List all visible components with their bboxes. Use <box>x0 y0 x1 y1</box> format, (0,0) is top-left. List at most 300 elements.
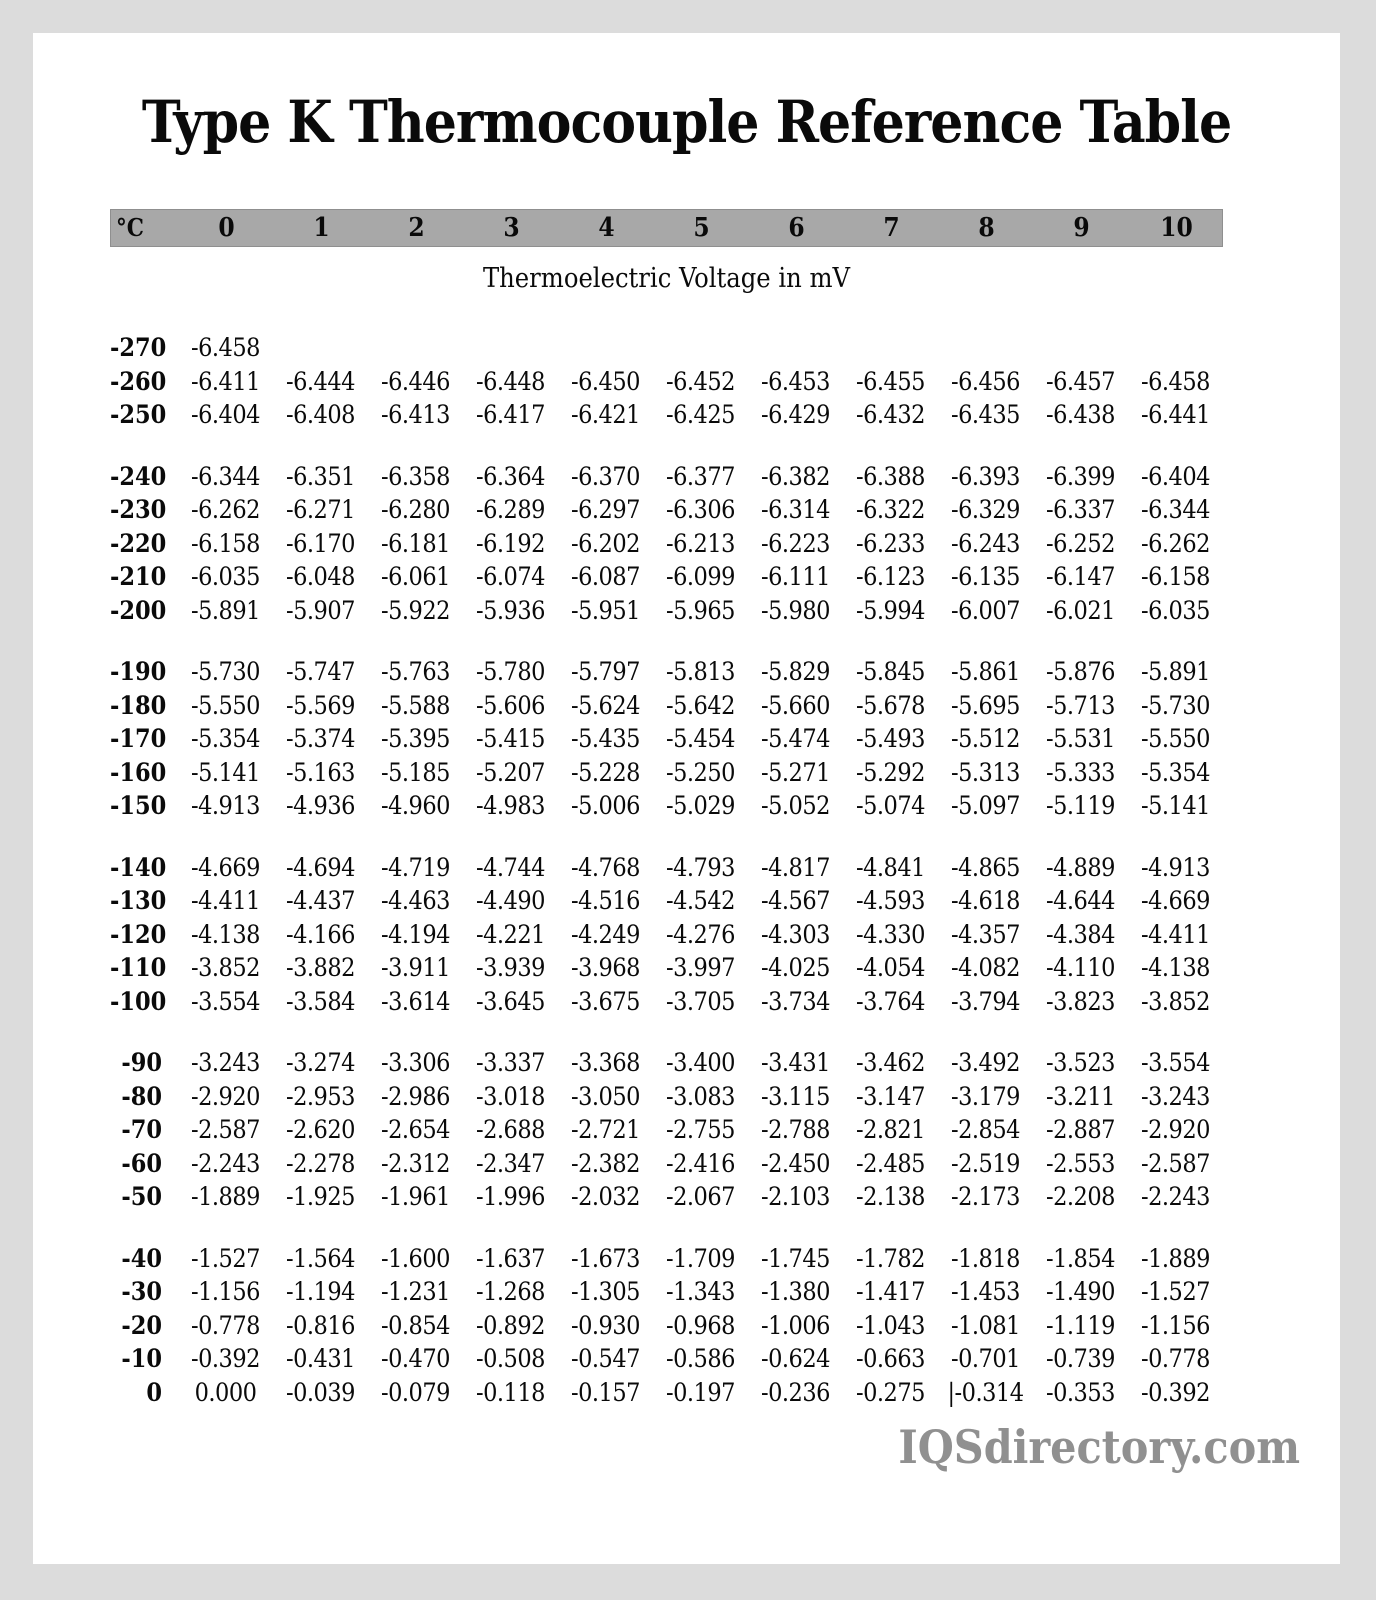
voltage-cell: -3.243 <box>1141 1081 1210 1111</box>
voltage-cell: -5.006 <box>571 791 640 821</box>
voltage-cell: -6.429 <box>761 400 830 430</box>
voltage-cell: -0.930 <box>571 1310 640 1340</box>
voltage-cell: -3.462 <box>856 1048 925 1078</box>
voltage-cell: -4.054 <box>856 953 925 983</box>
voltage-cell: -4.330 <box>856 919 925 949</box>
voltage-cell: -1.453 <box>951 1277 1020 1307</box>
voltage-cell: -4.138 <box>1141 953 1210 983</box>
voltage-cell: -5.052 <box>761 791 830 821</box>
voltage-cell: -0.778 <box>1141 1344 1210 1374</box>
voltage-cell: -6.252 <box>1046 528 1115 558</box>
voltage-cell: -1.305 <box>571 1277 640 1307</box>
voltage-cell: -3.179 <box>951 1081 1020 1111</box>
column-header: 9 <box>1073 212 1090 243</box>
voltage-cell: -5.907 <box>286 595 355 625</box>
voltage-cell: -6.370 <box>571 461 640 491</box>
voltage-cell <box>1128 331 1223 365</box>
table-header-row <box>110 209 1223 247</box>
voltage-cell: -2.654 <box>381 1115 450 1145</box>
voltage-cell: -6.364 <box>476 461 545 491</box>
voltage-cell: -2.347 <box>476 1148 545 1178</box>
temperature-cell: -170 <box>110 724 167 754</box>
voltage-cell: -0.739 <box>1046 1344 1115 1374</box>
voltage-cell: -5.141 <box>191 757 260 787</box>
voltage-cell: -1.564 <box>286 1243 355 1273</box>
temperature-cell: 0 <box>146 1377 162 1407</box>
voltage-cell: -6.233 <box>856 528 925 558</box>
voltage-cell: -6.411 <box>191 366 260 396</box>
temperature-cell: -260 <box>110 366 167 396</box>
voltage-cell: -0.392 <box>1141 1377 1210 1407</box>
voltage-cell: -3.337 <box>476 1048 545 1078</box>
temperature-cell: -20 <box>121 1310 162 1340</box>
voltage-cell: -6.441 <box>1141 400 1210 430</box>
column-header: 1 <box>313 212 330 243</box>
voltage-cell: -5.891 <box>191 595 260 625</box>
voltage-cell: -3.911 <box>381 953 450 983</box>
table-row <box>110 1242 1223 1276</box>
voltage-cell: -2.032 <box>571 1182 640 1212</box>
voltage-cell: -6.202 <box>571 528 640 558</box>
voltage-cell: -2.553 <box>1046 1148 1115 1178</box>
voltage-cell: -6.243 <box>951 528 1020 558</box>
temperature-cell: -200 <box>110 595 167 625</box>
voltage-cell: -1.081 <box>951 1310 1020 1340</box>
table-row <box>110 756 1223 790</box>
table-row <box>110 560 1223 594</box>
voltage-cell: -3.306 <box>381 1048 450 1078</box>
thermocouple-table <box>110 209 1223 1409</box>
voltage-cell: -0.431 <box>286 1344 355 1374</box>
voltage-cell: -2.382 <box>571 1148 640 1178</box>
voltage-cell <box>843 331 938 365</box>
voltage-cell: -5.876 <box>1046 657 1115 687</box>
voltage-cell: -5.097 <box>951 791 1020 821</box>
temperature-cell: -240 <box>110 461 167 491</box>
table-row <box>110 1080 1223 1114</box>
group-gap <box>110 823 1223 851</box>
voltage-cell: -1.490 <box>1046 1277 1115 1307</box>
voltage-cell: -6.456 <box>951 366 1020 396</box>
voltage-cell: -0.701 <box>951 1344 1020 1374</box>
voltage-cell: -6.417 <box>476 400 545 430</box>
voltage-cell: -3.584 <box>286 986 355 1016</box>
voltage-cell: -0.854 <box>381 1310 450 1340</box>
temperature-cell: -70 <box>121 1115 162 1145</box>
voltage-cell: -3.083 <box>666 1081 735 1111</box>
voltage-cell: -0.079 <box>381 1377 450 1407</box>
voltage-cell: -5.119 <box>1046 791 1115 821</box>
voltage-cell: -5.747 <box>286 657 355 687</box>
voltage-cell: -6.404 <box>191 400 260 430</box>
voltage-cell: -2.953 <box>286 1081 355 1111</box>
table-row <box>110 1147 1223 1181</box>
voltage-cell: -4.411 <box>1141 919 1210 949</box>
voltage-cell: -6.432 <box>856 400 925 430</box>
table-row <box>110 493 1223 527</box>
voltage-cell <box>558 331 653 365</box>
voltage-cell: -5.313 <box>951 757 1020 787</box>
column-header: 3 <box>503 212 520 243</box>
voltage-cell: -5.141 <box>1141 791 1210 821</box>
voltage-cell: -5.861 <box>951 657 1020 687</box>
table-row <box>110 1046 1223 1080</box>
voltage-cell <box>748 331 843 365</box>
voltage-cell: -6.192 <box>476 528 545 558</box>
voltage-cell: -3.968 <box>571 953 640 983</box>
voltage-cell: -4.913 <box>1141 852 1210 882</box>
voltage-cell: -6.425 <box>666 400 735 430</box>
voltage-cell: -0.663 <box>856 1344 925 1374</box>
voltage-cell: -4.411 <box>191 886 260 916</box>
voltage-cell: -1.889 <box>1141 1243 1210 1273</box>
voltage-cell: -5.845 <box>856 657 925 687</box>
voltage-cell: -4.669 <box>191 852 260 882</box>
voltage-cell: -0.508 <box>476 1344 545 1374</box>
voltage-cell: -6.035 <box>1141 595 1210 625</box>
voltage-cell: -1.527 <box>191 1243 260 1273</box>
voltage-cell: -6.048 <box>286 562 355 592</box>
voltage-cell: -6.280 <box>381 495 450 525</box>
voltage-cell: -4.983 <box>476 791 545 821</box>
voltage-cell: -6.314 <box>761 495 830 525</box>
voltage-cell: -5.163 <box>286 757 355 787</box>
temperature-cell: -220 <box>110 528 167 558</box>
voltage-cell: -5.550 <box>1141 724 1210 754</box>
voltage-cell: -5.354 <box>191 724 260 754</box>
voltage-cell: -6.438 <box>1046 400 1115 430</box>
voltage-cell: -6.457 <box>1046 366 1115 396</box>
voltage-cell: -6.404 <box>1141 461 1210 491</box>
voltage-cell: -3.823 <box>1046 986 1115 1016</box>
table-row <box>110 918 1223 952</box>
column-header: 10 <box>1160 212 1193 243</box>
voltage-cell: -6.306 <box>666 495 735 525</box>
voltage-cell: -5.660 <box>761 690 830 720</box>
voltage-cell: -0.157 <box>571 1377 640 1407</box>
table-row <box>110 689 1223 723</box>
table-row <box>110 460 1223 494</box>
voltage-cell: -5.271 <box>761 757 830 787</box>
voltage-cell: -1.268 <box>476 1277 545 1307</box>
voltage-cell: -5.606 <box>476 690 545 720</box>
voltage-cell: -6.123 <box>856 562 925 592</box>
voltage-cell: -1.961 <box>381 1182 450 1212</box>
voltage-cell: -0.392 <box>191 1344 260 1374</box>
voltage-cell: -5.994 <box>856 595 925 625</box>
voltage-cell: -6.453 <box>761 366 830 396</box>
voltage-cell: -2.854 <box>951 1115 1020 1145</box>
voltage-cell <box>368 331 463 365</box>
voltage-cell: -6.297 <box>571 495 640 525</box>
table-row <box>110 398 1223 432</box>
temperature-cell: -80 <box>121 1081 162 1111</box>
temperature-cell: -100 <box>110 986 167 1016</box>
voltage-cell: -1.637 <box>476 1243 545 1273</box>
voltage-cell: -5.333 <box>1046 757 1115 787</box>
voltage-cell: |-0.314 <box>947 1377 1024 1407</box>
table-row <box>110 527 1223 561</box>
voltage-cell: -5.780 <box>476 657 545 687</box>
temperature-cell: -210 <box>110 562 167 592</box>
voltage-cell: -5.185 <box>381 757 450 787</box>
temperature-cell: -30 <box>121 1277 162 1307</box>
voltage-cell: -6.455 <box>856 366 925 396</box>
voltage-cell: -6.377 <box>666 461 735 491</box>
voltage-cell: -1.380 <box>761 1277 830 1307</box>
voltage-cell: -2.243 <box>1141 1182 1210 1212</box>
column-header: 6 <box>788 212 805 243</box>
voltage-cell: -5.250 <box>666 757 735 787</box>
table-row <box>110 884 1223 918</box>
voltage-cell: -5.207 <box>476 757 545 787</box>
voltage-cell: -6.337 <box>1046 495 1115 525</box>
voltage-cell: -4.082 <box>951 953 1020 983</box>
voltage-cell: -6.344 <box>1141 495 1210 525</box>
voltage-cell: -5.797 <box>571 657 640 687</box>
voltage-cell: -2.485 <box>856 1148 925 1178</box>
voltage-cell: -2.587 <box>1141 1148 1210 1178</box>
voltage-cell: -5.074 <box>856 791 925 821</box>
voltage-cell: -4.384 <box>1046 919 1115 949</box>
voltage-cell: -5.642 <box>666 690 735 720</box>
voltage-cell: -1.889 <box>191 1182 260 1212</box>
voltage-cell: -3.554 <box>191 986 260 1016</box>
voltage-cell: -2.920 <box>191 1081 260 1111</box>
temperature-cell: -160 <box>110 757 167 787</box>
voltage-cell: -6.271 <box>286 495 355 525</box>
voltage-cell: -4.221 <box>476 919 545 949</box>
voltage-cell: -6.170 <box>286 528 355 558</box>
voltage-cell: -0.892 <box>476 1310 545 1340</box>
voltage-cell: -5.550 <box>191 690 260 720</box>
voltage-cell: -3.675 <box>571 986 640 1016</box>
voltage-cell: -5.569 <box>286 690 355 720</box>
voltage-cell: -3.734 <box>761 986 830 1016</box>
voltage-cell: -5.922 <box>381 595 450 625</box>
voltage-cell: -2.243 <box>191 1148 260 1178</box>
temperature-cell: -190 <box>110 657 167 687</box>
voltage-cell: -1.527 <box>1141 1277 1210 1307</box>
document-page <box>33 33 1340 1564</box>
voltage-cell: -6.289 <box>476 495 545 525</box>
voltage-cell: -4.110 <box>1046 953 1115 983</box>
voltage-cell: -6.087 <box>571 562 640 592</box>
table-row <box>110 331 1223 365</box>
voltage-cell: -6.213 <box>666 528 735 558</box>
voltage-cell: -5.713 <box>1046 690 1115 720</box>
voltage-cell: -6.458 <box>191 333 260 363</box>
page-title: Type K Thermocouple Reference Table <box>141 88 1232 156</box>
voltage-cell: -5.678 <box>856 690 925 720</box>
voltage-cell: -4.025 <box>761 953 830 983</box>
voltage-cell: -3.794 <box>951 986 1020 1016</box>
voltage-cell: -5.951 <box>571 595 640 625</box>
voltage-cell: -6.448 <box>476 366 545 396</box>
voltage-cell: -3.274 <box>286 1048 355 1078</box>
voltage-cell: -1.854 <box>1046 1243 1115 1273</box>
voltage-cell: -6.446 <box>381 366 450 396</box>
voltage-cell: -1.343 <box>666 1277 735 1307</box>
voltage-cell: -2.173 <box>951 1182 1020 1212</box>
voltage-cell: -1.818 <box>951 1243 1020 1273</box>
voltage-cell: -6.181 <box>381 528 450 558</box>
voltage-cell: -0.275 <box>856 1377 925 1407</box>
voltage-cell: -0.547 <box>571 1344 640 1374</box>
voltage-cell: -4.542 <box>666 886 735 916</box>
voltage-cell: -0.968 <box>666 1310 735 1340</box>
voltage-cell: -6.393 <box>951 461 1020 491</box>
voltage-cell: -4.841 <box>856 852 925 882</box>
voltage-cell: -5.512 <box>951 724 1020 754</box>
voltage-cell: -4.817 <box>761 852 830 882</box>
voltage-cell: -5.029 <box>666 791 735 821</box>
voltage-cell: -5.829 <box>761 657 830 687</box>
column-header: 2 <box>408 212 425 243</box>
voltage-cell: -2.688 <box>476 1115 545 1145</box>
voltage-cell: -4.768 <box>571 852 640 882</box>
voltage-cell: -1.673 <box>571 1243 640 1273</box>
voltage-cell: -6.111 <box>761 562 830 592</box>
voltage-cell: -2.620 <box>286 1115 355 1145</box>
temperature-cell: -10 <box>121 1344 162 1374</box>
voltage-cell: -5.454 <box>666 724 735 754</box>
voltage-cell: -2.103 <box>761 1182 830 1212</box>
voltage-cell: -3.764 <box>856 986 925 1016</box>
group-gap <box>110 432 1223 460</box>
voltage-cell: -1.745 <box>761 1243 830 1273</box>
temperature-cell: -270 <box>110 333 167 363</box>
voltage-cell: -0.778 <box>191 1310 260 1340</box>
voltage-cell: -6.388 <box>856 461 925 491</box>
voltage-cell: -2.278 <box>286 1148 355 1178</box>
voltage-cell: -5.695 <box>951 690 1020 720</box>
voltage-cell: -3.368 <box>571 1048 640 1078</box>
voltage-cell: -4.744 <box>476 852 545 882</box>
temperature-cell: -130 <box>110 886 167 916</box>
voltage-cell: -6.158 <box>1141 562 1210 592</box>
voltage-cell: -4.567 <box>761 886 830 916</box>
voltage-cell <box>1033 331 1128 365</box>
table-row <box>110 789 1223 823</box>
voltage-cell: -0.197 <box>666 1377 735 1407</box>
voltage-cell: -6.421 <box>571 400 640 430</box>
watermark: IQSdirectory.com <box>898 1420 1300 1475</box>
voltage-cell: -3.523 <box>1046 1048 1115 1078</box>
voltage-cell: -4.618 <box>951 886 1020 916</box>
voltage-cell <box>273 331 368 365</box>
table-row <box>110 1275 1223 1309</box>
voltage-cell: -4.463 <box>381 886 450 916</box>
voltage-cell: -3.400 <box>666 1048 735 1078</box>
voltage-cell: -4.437 <box>286 886 355 916</box>
voltage-cell: -4.694 <box>286 852 355 882</box>
voltage-cell: -5.395 <box>381 724 450 754</box>
voltage-cell: -6.399 <box>1046 461 1115 491</box>
voltage-cell: -0.624 <box>761 1344 830 1374</box>
voltage-cell: -4.490 <box>476 886 545 916</box>
voltage-cell: -6.322 <box>856 495 925 525</box>
table-row <box>110 722 1223 756</box>
voltage-cell: -4.276 <box>666 919 735 949</box>
voltage-cell: -3.431 <box>761 1048 830 1078</box>
voltage-cell: -6.007 <box>951 595 1020 625</box>
voltage-cell: -2.519 <box>951 1148 1020 1178</box>
table-row <box>110 655 1223 689</box>
voltage-cell: -4.166 <box>286 919 355 949</box>
table-row <box>110 1180 1223 1214</box>
voltage-cell <box>463 331 558 365</box>
voltage-cell: -2.138 <box>856 1182 925 1212</box>
temperature-cell: -40 <box>121 1243 162 1273</box>
voltage-cell: -2.067 <box>666 1182 735 1212</box>
voltage-cell: -6.262 <box>191 495 260 525</box>
voltage-cell: -3.211 <box>1046 1081 1115 1111</box>
temperature-cell: -50 <box>121 1182 162 1212</box>
voltage-cell: -3.147 <box>856 1081 925 1111</box>
voltage-cell: -5.624 <box>571 690 640 720</box>
voltage-cell: -2.788 <box>761 1115 830 1145</box>
voltage-cell: -0.586 <box>666 1344 735 1374</box>
voltage-cell: -5.292 <box>856 757 925 787</box>
voltage-cell: -6.158 <box>191 528 260 558</box>
column-header: 4 <box>598 212 615 243</box>
voltage-cell: -5.474 <box>761 724 830 754</box>
temperature-cell: -180 <box>110 690 167 720</box>
temperature-cell: -250 <box>110 400 167 430</box>
voltage-cell: -4.516 <box>571 886 640 916</box>
voltage-cell: -4.138 <box>191 919 260 949</box>
voltage-cell: -5.763 <box>381 657 450 687</box>
voltage-cell: -3.882 <box>286 953 355 983</box>
voltage-cell: -6.435 <box>951 400 1020 430</box>
voltage-cell: -0.470 <box>381 1344 450 1374</box>
voltage-cell: -4.960 <box>381 791 450 821</box>
voltage-cell: -2.986 <box>381 1081 450 1111</box>
voltage-cell: -3.018 <box>476 1081 545 1111</box>
voltage-cell: -5.965 <box>666 595 735 625</box>
voltage-cell: -1.996 <box>476 1182 545 1212</box>
voltage-cell: -1.006 <box>761 1310 830 1340</box>
voltage-cell: -6.444 <box>286 366 355 396</box>
voltage-cell: -6.413 <box>381 400 450 430</box>
voltage-cell: -4.936 <box>286 791 355 821</box>
voltage-cell: -1.600 <box>381 1243 450 1273</box>
voltage-cell: -4.865 <box>951 852 1020 882</box>
voltage-cell: -6.099 <box>666 562 735 592</box>
voltage-cell: -2.587 <box>191 1115 260 1145</box>
voltage-cell: -1.156 <box>1141 1310 1210 1340</box>
table-row <box>110 851 1223 885</box>
voltage-cell: -3.554 <box>1141 1048 1210 1078</box>
table-row <box>110 1342 1223 1376</box>
voltage-cell: -3.997 <box>666 953 735 983</box>
voltage-cell: -4.719 <box>381 852 450 882</box>
voltage-cell: -5.228 <box>571 757 640 787</box>
table-body <box>110 331 1223 1409</box>
voltage-cell: -6.035 <box>191 562 260 592</box>
table-row <box>110 1376 1223 1410</box>
temperature-cell: -60 <box>121 1148 162 1178</box>
voltage-cell: -4.793 <box>666 852 735 882</box>
voltage-cell: -5.891 <box>1141 657 1210 687</box>
voltage-cell: -4.913 <box>191 791 260 821</box>
column-header: 7 <box>883 212 900 243</box>
voltage-cell: -3.939 <box>476 953 545 983</box>
group-gap <box>110 627 1223 655</box>
temperature-cell: -90 <box>121 1048 162 1078</box>
column-header: 0 <box>218 212 235 243</box>
